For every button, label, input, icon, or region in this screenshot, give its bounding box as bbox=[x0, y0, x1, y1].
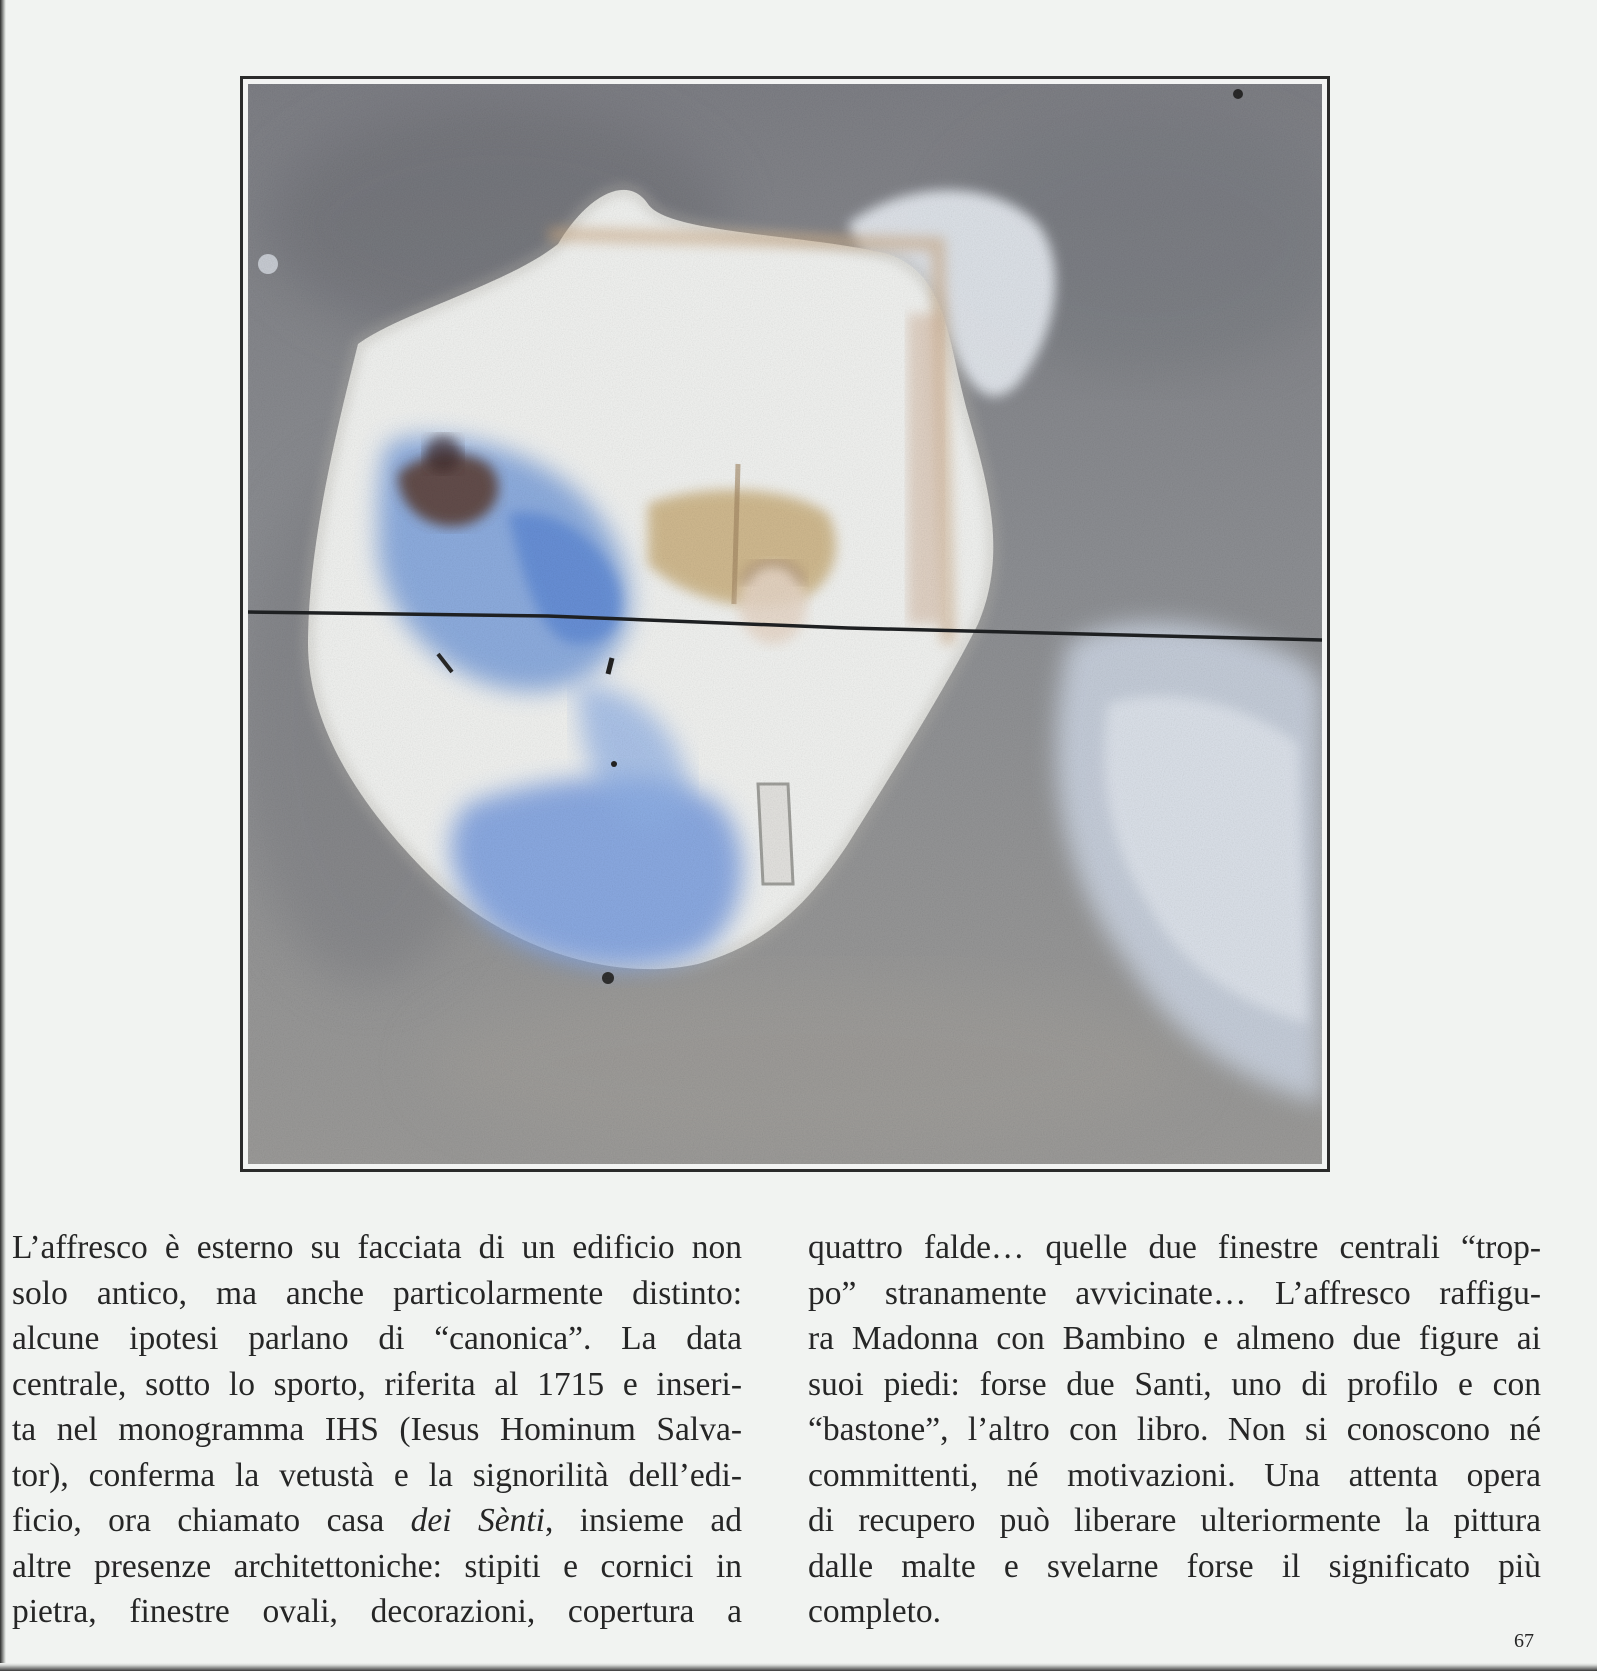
left-text-column bbox=[12, 1225, 742, 1635]
fresco-photograph bbox=[240, 76, 1330, 1172]
text-line: dalle malte e svelarne forse il significato più bbox=[808, 1547, 1541, 1585]
page-number: 67 bbox=[1514, 1630, 1534, 1652]
text-line: committenti, né motivazioni. Una attenta opera bbox=[808, 1456, 1541, 1494]
text-line: di recupero può liberare ulteriormente la pittura bbox=[808, 1502, 1541, 1539]
right-text-column bbox=[808, 1225, 1541, 1635]
page-bottom-shadow bbox=[0, 1663, 1597, 1671]
page-edge-shadow bbox=[0, 0, 6, 1671]
text-segment: , insieme ad bbox=[544, 1502, 742, 1539]
text-line: alcune ipotesi parlano di “canonica”. La data bbox=[12, 1320, 742, 1357]
text-line: altre presenze architettoniche: stipiti e cornici in bbox=[12, 1547, 742, 1585]
italic-house-name: dei Sènti bbox=[410, 1502, 545, 1539]
text-line: quattro falde… quelle due finestre centrali “trop- bbox=[808, 1229, 1541, 1266]
text-line: pietra, finestre ovali, decorazioni, copertura a bbox=[12, 1593, 742, 1630]
text-line: ra Madonna con Bambino e almeno due figure ai bbox=[808, 1320, 1541, 1357]
text-line: completo. bbox=[808, 1593, 942, 1630]
fresco-image bbox=[248, 84, 1322, 1164]
text-line: L’affresco è esterno su facciata di un edificio non bbox=[12, 1229, 742, 1266]
text-line: solo antico, ma anche particolarmente distinto: bbox=[12, 1274, 742, 1312]
text-line: tor), conferma la vetustà e la signorilità dell’edi- bbox=[12, 1456, 742, 1494]
text-line: centrale, sotto lo sporto, riferita al 1715 e inseri- bbox=[12, 1365, 742, 1403]
text-line: ta nel monogramma IHS (Iesus Hominum Salva- bbox=[12, 1411, 742, 1448]
text-line: “bastone”, l’altro con libro. Non si conoscono né bbox=[808, 1411, 1541, 1448]
text-line bbox=[12, 1498, 742, 1544]
text-line: suoi piedi: forse due Santi, uno di profilo e con bbox=[808, 1365, 1541, 1403]
text-segment: ficio, ora chiamato casa bbox=[12, 1502, 411, 1539]
text-line: po” stranamente avvicinate… L’affresco raffigu- bbox=[808, 1274, 1541, 1312]
